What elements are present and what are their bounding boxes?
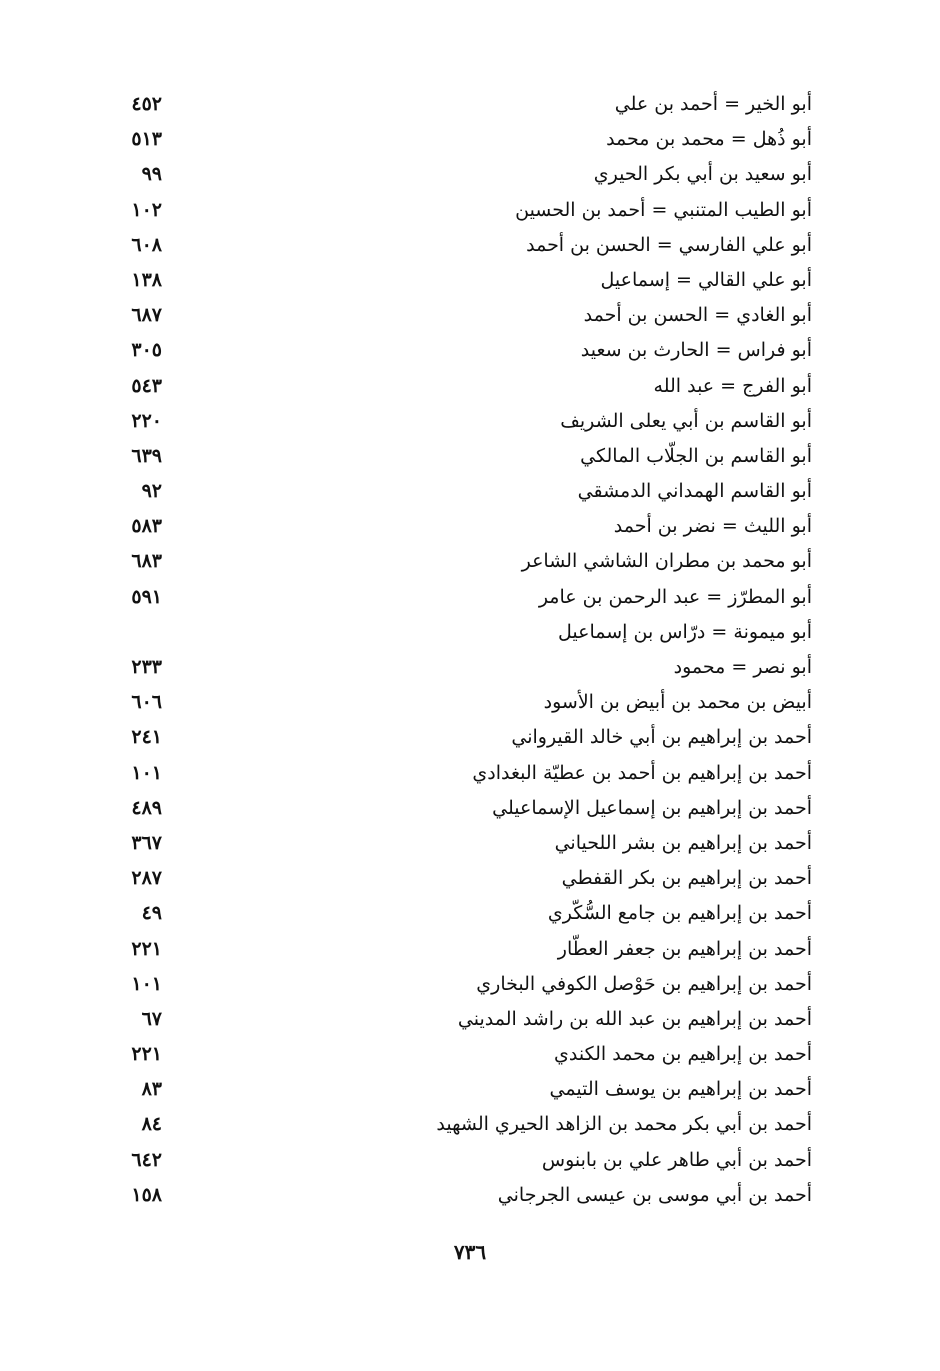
index-entry — [100, 650, 820, 685]
index-entry — [100, 87, 820, 122]
index-entry — [100, 122, 820, 157]
entry-page-number: ٥١٣ — [131, 128, 162, 151]
entry-page-number: ٦٤٢ — [131, 1148, 162, 1171]
entry-name: أبو الغادي = الحسن بن أحمد — [583, 304, 812, 327]
entry-name: أبو القاسم بن أبي يعلى الشريف — [560, 409, 812, 432]
entry-name: أبو القاسم بن الجلّاب المالكي — [580, 444, 812, 467]
entry-page-number: ٦٠٨ — [131, 233, 162, 256]
entry-name: أبو الخير = أحمد بن علي — [614, 93, 812, 115]
entry-page-number: ٦٨٧ — [131, 304, 162, 327]
entry-page-number: ٦٣٩ — [131, 444, 162, 467]
entry-page-number: ١٥٨ — [131, 1183, 162, 1206]
index-entry — [100, 1002, 820, 1037]
entry-name: أحمد بن إبراهيم بن بكر القفطي — [561, 867, 812, 890]
index-entry — [100, 263, 820, 298]
index-entry — [100, 580, 820, 615]
index-entry — [100, 967, 820, 1002]
entry-name: أبو المطرّز = عبد الرحمن بن عامر — [538, 585, 812, 608]
entry-page-number: ٢٢٠ — [131, 409, 162, 432]
entry-name: أحمد بن إبراهيم بن حَوْصل الكوفي البخاري — [476, 972, 812, 995]
entry-name: أبو الفرج = عبد الله — [653, 374, 812, 397]
entry-name: أحمد بن إبراهيم بن يوسف التيمي — [549, 1078, 812, 1101]
index-entry — [100, 1178, 820, 1213]
index-entry — [100, 615, 820, 650]
index-entry — [100, 157, 820, 192]
entry-name: أبيض بن محمد بن أبيض بن الأسود — [543, 691, 812, 714]
entry-name: أبو الطيب المتنبي = أحمد بن الحسين — [515, 198, 812, 221]
index-entry — [100, 1143, 820, 1178]
index-entry — [100, 1037, 820, 1072]
entry-name: أحمد بن إبراهيم بن بشر اللحياني — [554, 831, 812, 854]
entry-page-number — [100, 615, 162, 650]
entry-page-number: ١٠٢ — [131, 198, 162, 221]
index-entry — [100, 509, 820, 544]
entry-page-number: ٦٧ — [141, 1007, 162, 1030]
index-entry — [100, 193, 820, 228]
index-entry — [100, 404, 820, 439]
entry-page-number: ٩٢ — [141, 480, 162, 503]
entry-name: أحمد بن إبراهيم بن أبي خالد القيرواني — [511, 726, 812, 749]
entry-page-number: ٥٩١ — [131, 585, 162, 608]
entry-name: أبو فراس = الحارث بن سعيد — [580, 339, 812, 362]
index-entry — [100, 544, 820, 579]
index-entry — [100, 439, 820, 474]
entry-name: أحمد بن إبراهيم بن محمد الكندي — [554, 1043, 812, 1066]
entry-page-number: ٨٤ — [141, 1113, 162, 1136]
index-entry — [100, 861, 820, 896]
entry-name: أبو علي القالي = إسماعيل — [600, 268, 812, 291]
index-entry — [100, 298, 820, 333]
entry-name: أبو الليث = نضر بن أحمد — [613, 515, 812, 538]
entry-page-number: ٣٠٥ — [131, 339, 162, 362]
entry-page-number: ١٠١ — [131, 972, 162, 995]
entry-page-number: ٥٤٣ — [131, 374, 162, 397]
entry-page-number: ٢٢١ — [131, 937, 162, 960]
index-entry — [100, 1107, 820, 1142]
entry-page-number: ٨٣ — [141, 1078, 162, 1101]
index-entry — [100, 791, 820, 826]
index-entry — [100, 369, 820, 404]
index-entry — [100, 228, 820, 263]
entry-name: أبو ميمونة = درّاس بن إسماعيل — [558, 620, 812, 643]
entry-name: أبو علي الفارسي = الحسن بن أحمد — [526, 233, 812, 256]
entry-page-number: ٢٨٧ — [131, 867, 162, 890]
entry-page-number: ٢٢١ — [131, 1043, 162, 1066]
entry-name: أحمد بن أبي بكر محمد بن الزاهد الحيري الشهيد — [436, 1113, 812, 1136]
page-number: ٧٣٦ — [453, 1240, 487, 1264]
entry-page-number: ٥٨٣ — [131, 515, 162, 538]
entry-name: أحمد بن إبراهيم بن عبد الله بن راشد المديني — [457, 1007, 812, 1030]
index-entry — [100, 896, 820, 931]
entry-name: أبو محمد بن مطران الشاشي الشاعر — [521, 550, 812, 573]
entry-page-number: ٢٤١ — [131, 726, 162, 749]
entry-name: أحمد بن إبراهيم بن جامع السُّكّري — [547, 902, 812, 925]
entry-page-number: ٤٥٢ — [131, 93, 162, 115]
entry-page-number: ١٣٨ — [131, 268, 162, 291]
entry-name: أحمد بن أبي موسى بن عيسى الجرجاني — [497, 1183, 812, 1206]
index-entry — [100, 685, 820, 720]
entry-page-number: ١٠١ — [131, 761, 162, 784]
index-entry — [100, 474, 820, 509]
index-entry — [100, 333, 820, 368]
entry-name: أحمد بن إبراهيم بن جعفر العطّار — [557, 937, 812, 960]
entry-page-number: ٣٦٧ — [131, 831, 162, 854]
entry-page-number: ٤٨٩ — [131, 796, 162, 819]
entry-page-number: ٦٠٦ — [131, 691, 162, 714]
entry-page-number: ٩٩ — [141, 163, 162, 186]
entry-page-number: ٢٣٣ — [131, 656, 162, 678]
entry-name: أحمد بن إبراهيم بن إسماعيل الإسماعيلي — [492, 796, 812, 819]
index-entry — [100, 1072, 820, 1107]
index-entry — [100, 720, 820, 755]
entry-name: أحمد بن أبي طاهر علي بن بابنوس — [541, 1148, 812, 1171]
entry-page-number: ٦٨٣ — [131, 550, 162, 573]
entry-name: أحمد بن إبراهيم بن أحمد بن عطيّة البغدادي — [472, 761, 812, 784]
entry-name: أبو ذُهل = محمد بن محمد — [606, 128, 812, 151]
entry-name: أبو سعيد بن أبي بكر الحيري — [593, 163, 812, 186]
index-entry — [100, 826, 820, 861]
index-entry — [100, 756, 820, 791]
index-list — [100, 87, 820, 1213]
entry-name: أبو نصر = محمود — [673, 656, 812, 678]
entry-name: أبو القاسم الهمداني الدمشقي — [577, 480, 812, 503]
entry-page-number: ٤٩ — [141, 902, 162, 925]
index-entry — [100, 932, 820, 967]
